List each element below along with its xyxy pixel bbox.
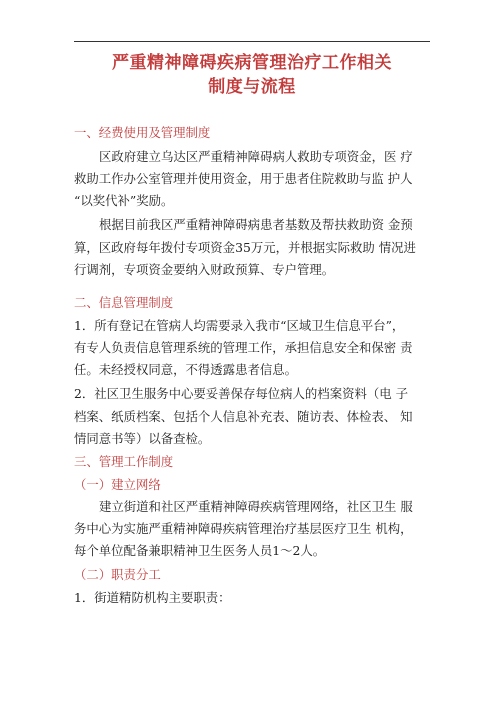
paragraph-line: 任。未经授权同意，不得透露患者信息。 bbox=[74, 362, 298, 377]
section-heading: （二）职责分工 bbox=[74, 567, 161, 582]
section-heading: 三、管理工作制度 bbox=[74, 454, 174, 469]
paragraph-line: 救助工作办公室管理并使用资金，用于患者住院救助与监 护人 bbox=[74, 171, 413, 186]
paragraph-line: 有专人负责信息管理系统的管理工作，承担信息安全和保密 责 bbox=[74, 340, 413, 355]
document-title-line-1: 严重精神障碍疾病管理治疗工作相关 bbox=[112, 53, 392, 73]
paragraph-line: 算，区政府每年拨付专项资金35万元，并根据实际救助 情况进 bbox=[74, 240, 416, 255]
section-heading: （一）建立网络 bbox=[74, 477, 161, 492]
paragraph-line: 根据目前我区严重精神障碍病患者基数及帮扶救助资 金预 bbox=[99, 217, 413, 232]
paragraph-line: 行调剂，专项资金要纳入财政预算、专户管理。 bbox=[74, 262, 335, 277]
header-rule bbox=[74, 41, 430, 42]
section-heading: 二、信息管理制度 bbox=[74, 295, 174, 310]
document-title-line-2: 制度与流程 bbox=[208, 77, 296, 97]
paragraph-line: 1．街道精防机构主要职责： bbox=[74, 590, 231, 605]
paragraph-line: 每个单位配备兼职精神卫生医务人员1〜2人。 bbox=[74, 543, 326, 558]
paragraph-line: 情同意书等）以备查检。 bbox=[74, 431, 211, 446]
paragraph-line: 区政府建立乌达区严重精神障碍病人救助专项资金，医 疗 bbox=[99, 149, 413, 164]
section-heading: 一、经费使用及管理制度 bbox=[74, 125, 211, 140]
paragraph-line: 建立街道和社区严重精神障碍疾病管理网络，社区卫生 服 bbox=[99, 499, 413, 514]
paragraph-line: 1．所有登记在管病人均需要录入我市“区域卫生信息平台”， bbox=[74, 318, 405, 333]
paragraph-line: 务中心为实施严重精神障碍疾病管理治疗基层医疗卫生 机构， bbox=[74, 521, 413, 536]
paragraph-line: 档案、纸质档案、包括个人信息补充表、随访表、体检表、 知 bbox=[74, 409, 413, 424]
paragraph-line: 2．社区卫生服务中心要妥善保存每位病人的档案资料（电 子 bbox=[74, 386, 408, 401]
paragraph-line: “以奖代补”奖励。 bbox=[74, 193, 174, 208]
